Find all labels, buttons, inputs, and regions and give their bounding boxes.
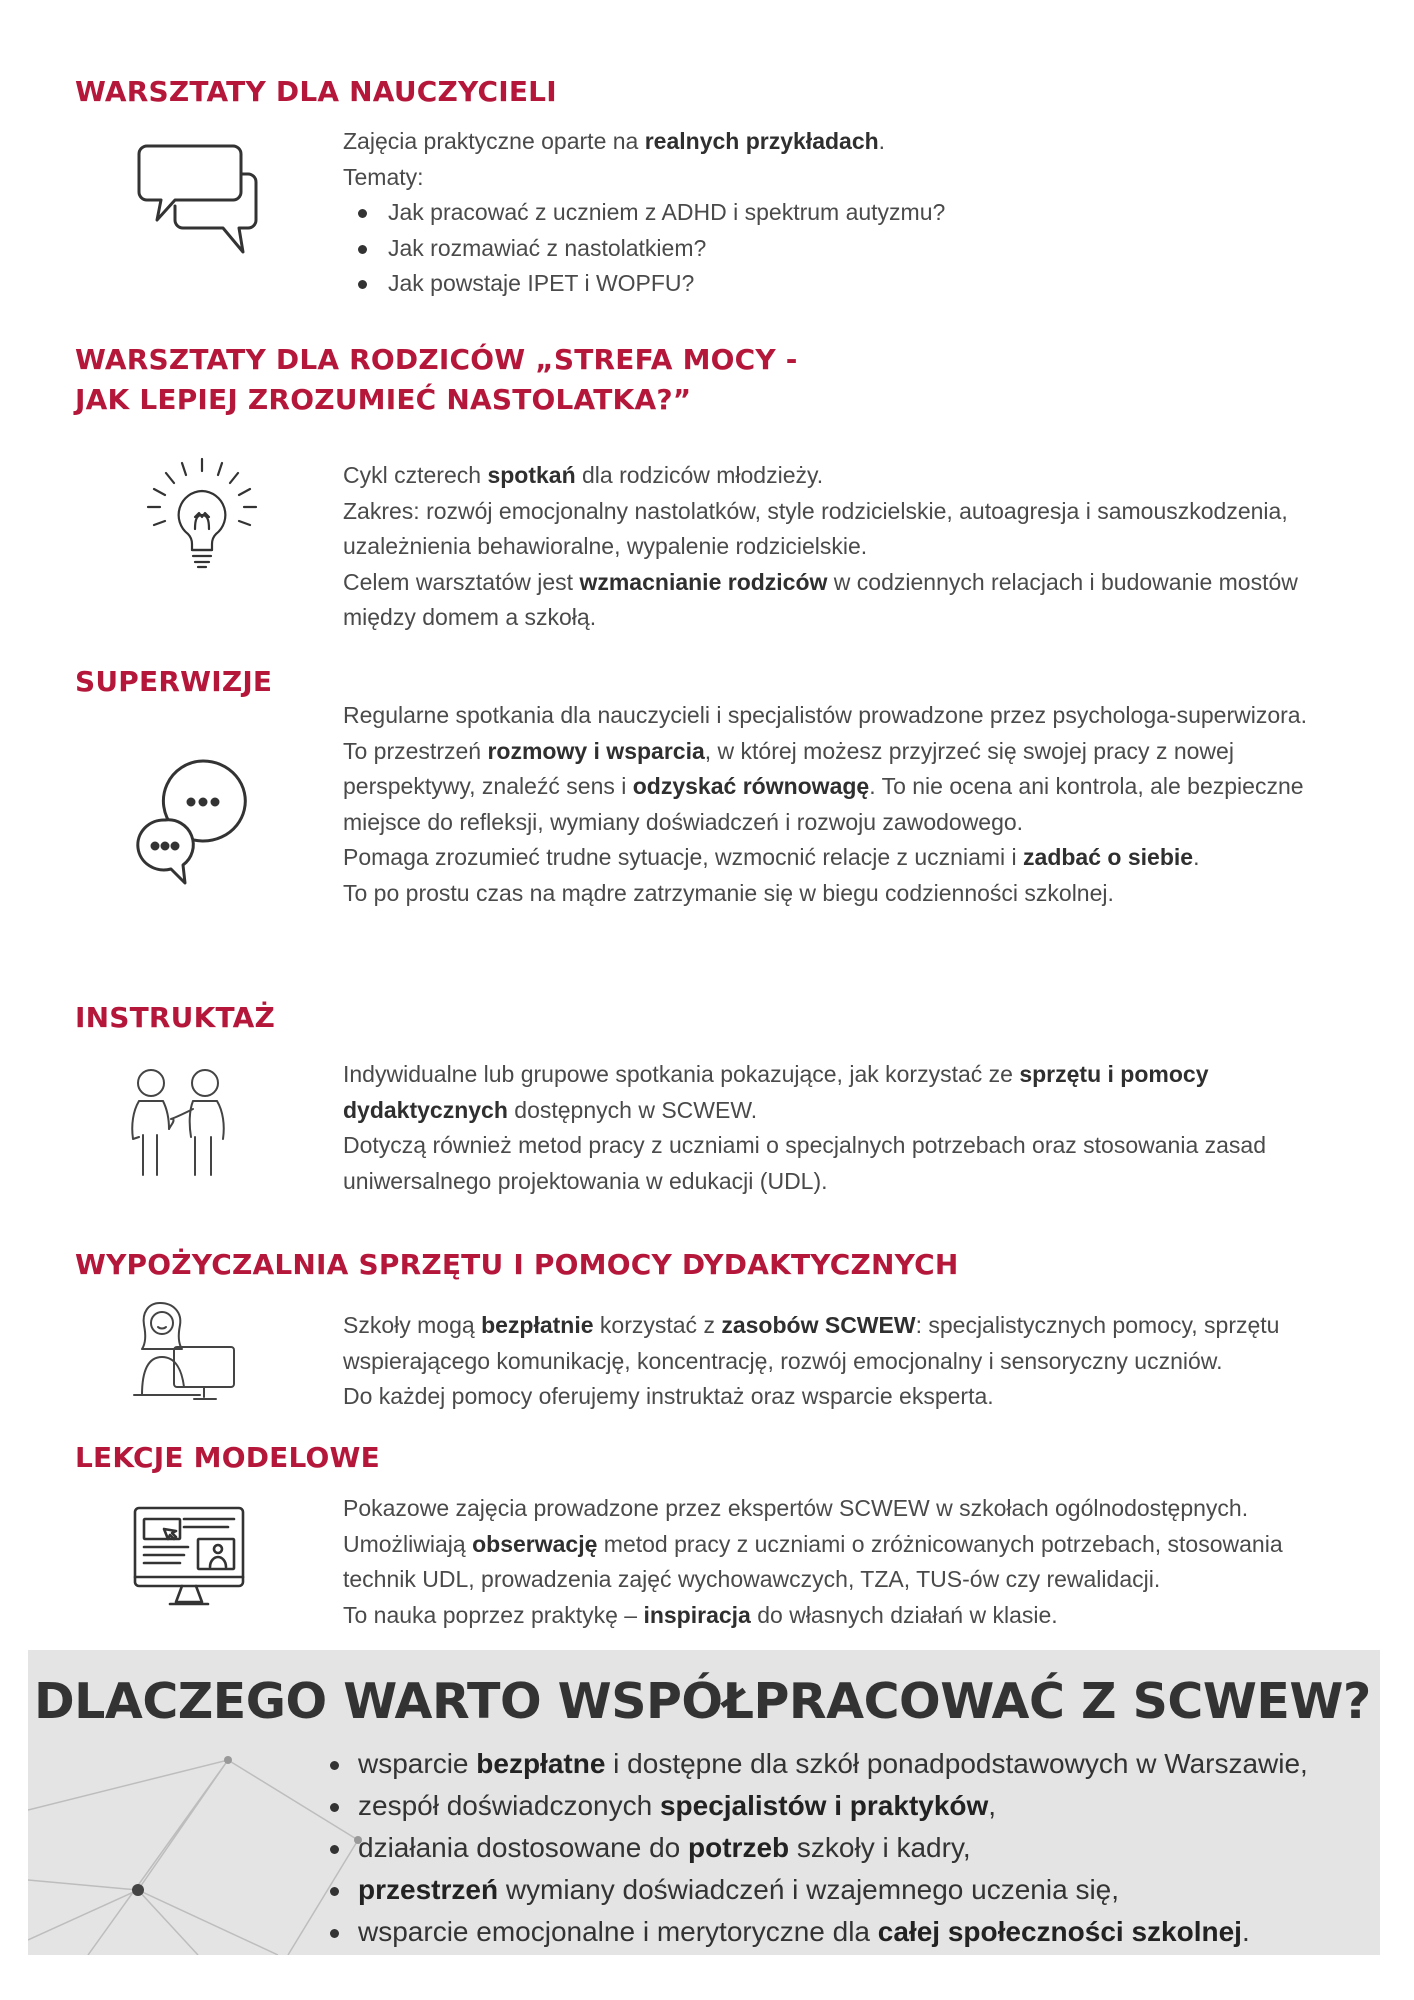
chat-dots-icon [135,755,250,890]
section-title-equipment-rental: WYPOŻYCZALNIA SPRZĘTU I POMOCY DYDAKTYCZNYCH [75,1248,959,1281]
speech-bubbles-icon [135,140,260,260]
paragraph: Celem warsztatów jest wzmacnianie rodziców w codziennych relacjach i budowanie mostów między domem a szkołą. [343,568,1298,630]
section-title-supervision: SUPERWIZJE [75,665,273,698]
paragraph: Szkoły mogą bezpłatnie korzystać z zasobów SCWEW: specjalistycznych pomocy, sprzętu wspierającego komunikację, koncentrację, rozwój emocjonalny i sensoryczny uczniów. [343,1312,1280,1374]
paragraph: Umożliwiają obserwację metod pracy z uczniami o zróżnicowanych potrzebach, stosowania technik UDL, prowadzenia zajęć wychowawczych, TZA, TUS-ów czy rewalidacji. [343,1530,1283,1592]
network-node [132,1884,144,1896]
paragraph: Dotyczą również metod pracy z uczniami o specjalnych potrzebach oraz stosowania zasad uniwersalnego projektowania w edukacji (UDL). [343,1132,1266,1194]
paragraph: Pokazowe zajęcia prowadzone przez ekspertów SCWEW w szkołach ogólnodostępnych. [343,1495,1249,1521]
paragraph: Zakres: rozwój emocjonalny nastolatków, style rodzicielskie, autoagresja i samouszkodzenia, uzależnienia behawioralne, wypalenie rodzicielskie. [343,497,1288,559]
section-body-supervision [343,698,1353,911]
section-body-instruction [343,1057,1353,1199]
section-body-equipment-rental [343,1308,1353,1415]
list-item: zespół doświadczonych specjalistów i praktyków, [328,1785,1308,1827]
lightbulb-icon [140,455,265,580]
paragraph: To po prostu czas na mądre zatrzymanie się w biegu codzienności szkolnej. [343,879,1114,906]
section-title-teacher-workshops: WARSZTATY DLA NAUCZYCIELI [75,75,557,108]
two-people-icon [125,1065,235,1180]
list-item: Jak powstaje IPET i WOPFU? [388,266,1353,302]
network-node [224,1756,232,1764]
why-cooperate-panel [28,1650,1380,1955]
paragraph: Regularne spotkania dla nauczycieli i specjalistów prowadzone przez psychologa-superwizora. [343,702,1307,728]
section-body-parent-workshops [343,458,1353,636]
monitor-lesson-icon [132,1505,247,1610]
section-body-model-lessons [343,1491,1353,1633]
list-item: działania dostosowane do potrzeb szkoły i kadry, [328,1827,1308,1869]
list-item: Jak pracować z uczniem z ADHD i spektrum autyzmu? [388,195,1353,231]
paragraph: To nauka poprzez praktykę – inspiracja do własnych działań w klasie. [343,1601,1058,1628]
paragraph: Do każdej pomocy oferujemy instruktaż oraz wsparcie eksperta. [343,1383,994,1409]
intro-text: Zajęcia praktyczne oparte na realnych przykładach. [343,128,886,154]
topics-label: Tematy: [343,163,424,190]
topics-list [343,195,1353,302]
section-body-teacher-workshops [343,124,1353,302]
paragraph: To przestrzeń rozmowy i wsparcia, w której możesz przyjrzeć się swojej pracy z nowej perspektywy, znaleźć sens i odzyskać równowagę. To nie ocena ani kontrola, ale bezpieczne miejsce do refleksji, wymiany doświadczeń i rozwoju zawodowego. [343,737,1304,835]
title-line: WARSZTATY DLA RODZICÓW „STREFA MOCY - [75,343,798,376]
section-title-parent-workshops [75,340,798,420]
benefits-list [328,1743,1308,1953]
list-item: przestrzeń wymiany doświadczeń i wzajemnego uczenia się, [328,1869,1308,1911]
list-item: wsparcie emocjonalne i merytoryczne dla całej społeczności szkolnej. [328,1911,1308,1953]
person-at-computer-icon [132,1297,242,1407]
why-cooperate-heading: DLACZEGO WARTO WSPÓŁPRACOWAĆ Z SCWEW? [34,1673,1371,1730]
paragraph: Cykl czterech spotkań dla rodziców młodzieży. [343,462,824,488]
list-item: wsparcie bezpłatne i dostępne dla szkół ponadpodstawowych w Warszawie, [328,1743,1308,1785]
section-title-instruction: INSTRUKTAŻ [75,1001,276,1034]
list-item: Jak rozmawiać z nastolatkiem? [388,231,1353,267]
title-line: JAK LEPIEJ ZROZUMIEĆ NASTOLATKA?” [75,383,692,416]
paragraph: Indywidualne lub grupowe spotkania pokazujące, jak korzystać ze sprzętu i pomocy dydaktycznych dostępnych w SCWEW. [343,1061,1209,1123]
section-title-model-lessons: LEKCJE MODELOWE [75,1441,380,1474]
paragraph: Pomaga zrozumieć trudne sytuacje, wzmocnić relacje z uczniami i zadbać o siebie. [343,844,1200,870]
